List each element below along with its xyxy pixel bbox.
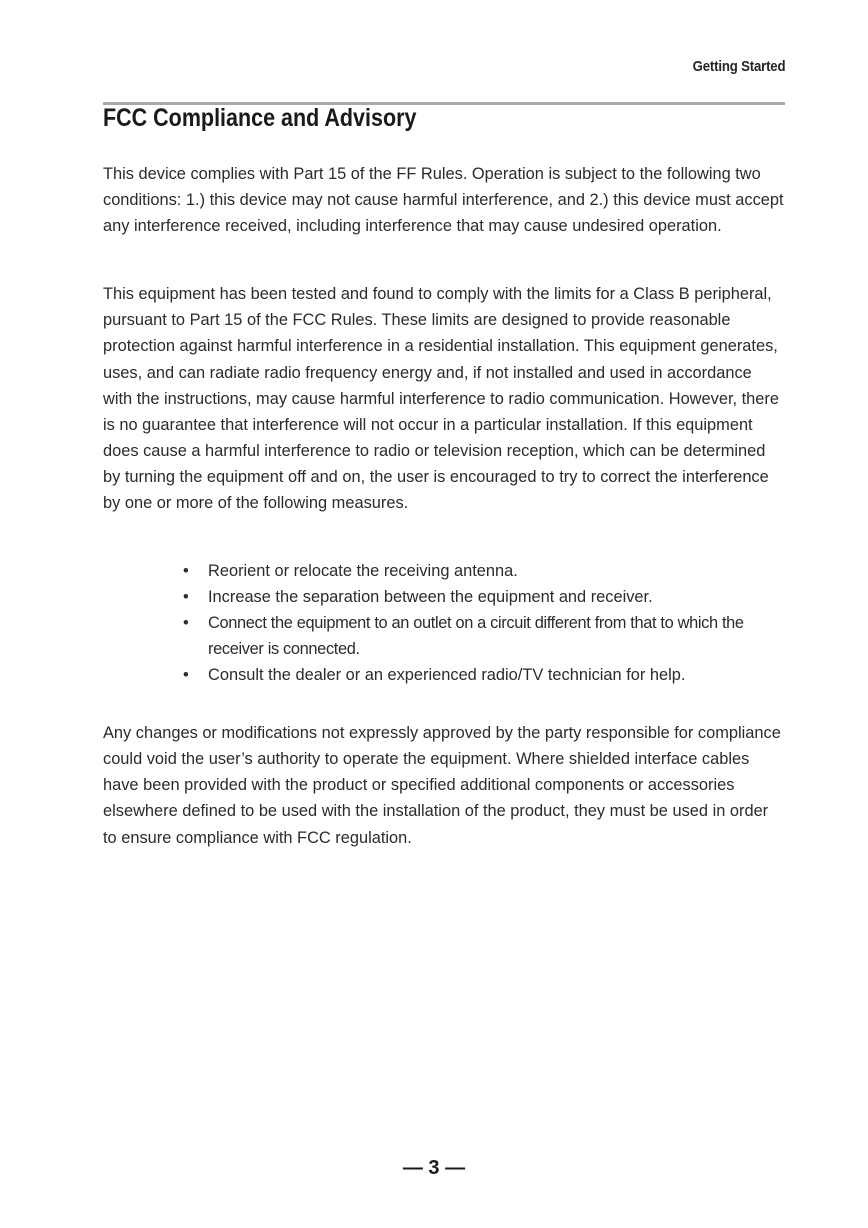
bullet-marker: • <box>183 562 189 581</box>
bullet-marker: • <box>183 666 189 685</box>
measures-list <box>103 558 785 688</box>
list-item <box>183 610 785 662</box>
bullet-marker: • <box>183 588 189 607</box>
list-item <box>183 558 785 584</box>
list-item-text: Reorient or relocate the receiving antenna. <box>208 562 518 581</box>
section-label: Getting Started <box>692 58 785 75</box>
page-number: — 3 — <box>402 1157 466 1179</box>
list-item-text: Increase the separation between the equipment and receiver. <box>208 588 653 607</box>
document-body <box>103 161 785 851</box>
paragraph-modifications-warning: Any changes or modifications not expressly approved by the party responsible for compliance could void the user’s authority to operate the equipment. Where shielded interface cables have been provided with the product or specified additional components or accessories elsewhere defined to be used with the installation of the product, they must be used in order to ensure compliance with FCC regulation. <box>103 724 781 847</box>
paragraph-compliance-statement: This device complies with Part 15 of the FF Rules. Operation is subject to the following two conditions: 1.) this device may not cause harmful interference, and 2.) this device must accept any interference received, including interference that may cause undesired operation. <box>103 165 784 236</box>
bullet-marker: • <box>183 614 189 633</box>
list-item <box>183 584 785 610</box>
list-item <box>183 662 785 688</box>
list-item-text: Consult the dealer or an experienced radio/TV technician for help. <box>208 666 686 685</box>
list-item-text: Connect the equipment to an outlet on a circuit different from that to which the receiver is connected. <box>208 614 744 659</box>
page-title: FCC Compliance and Advisory <box>103 104 417 132</box>
paragraph-class-b-statement: This equipment has been tested and found to comply with the limits for a Class B peripheral, pursuant to Part 15 of the FCC Rules. These limits are designed to provide reasonable protection against harmful interference in a residential installation. This equipment generates, uses, and can radiate radio frequency energy and, if not installed and used in accordance with the instructions, may cause harmful interference to radio communication. However, there is no guarantee that interference will not occur in a particular installation. If this equipment does cause a harmful interference to radio or television reception, which can be determined by turning the equipment off and on, the user is encouraged to try to correct the interference by one or more of the following measures. <box>103 285 779 513</box>
